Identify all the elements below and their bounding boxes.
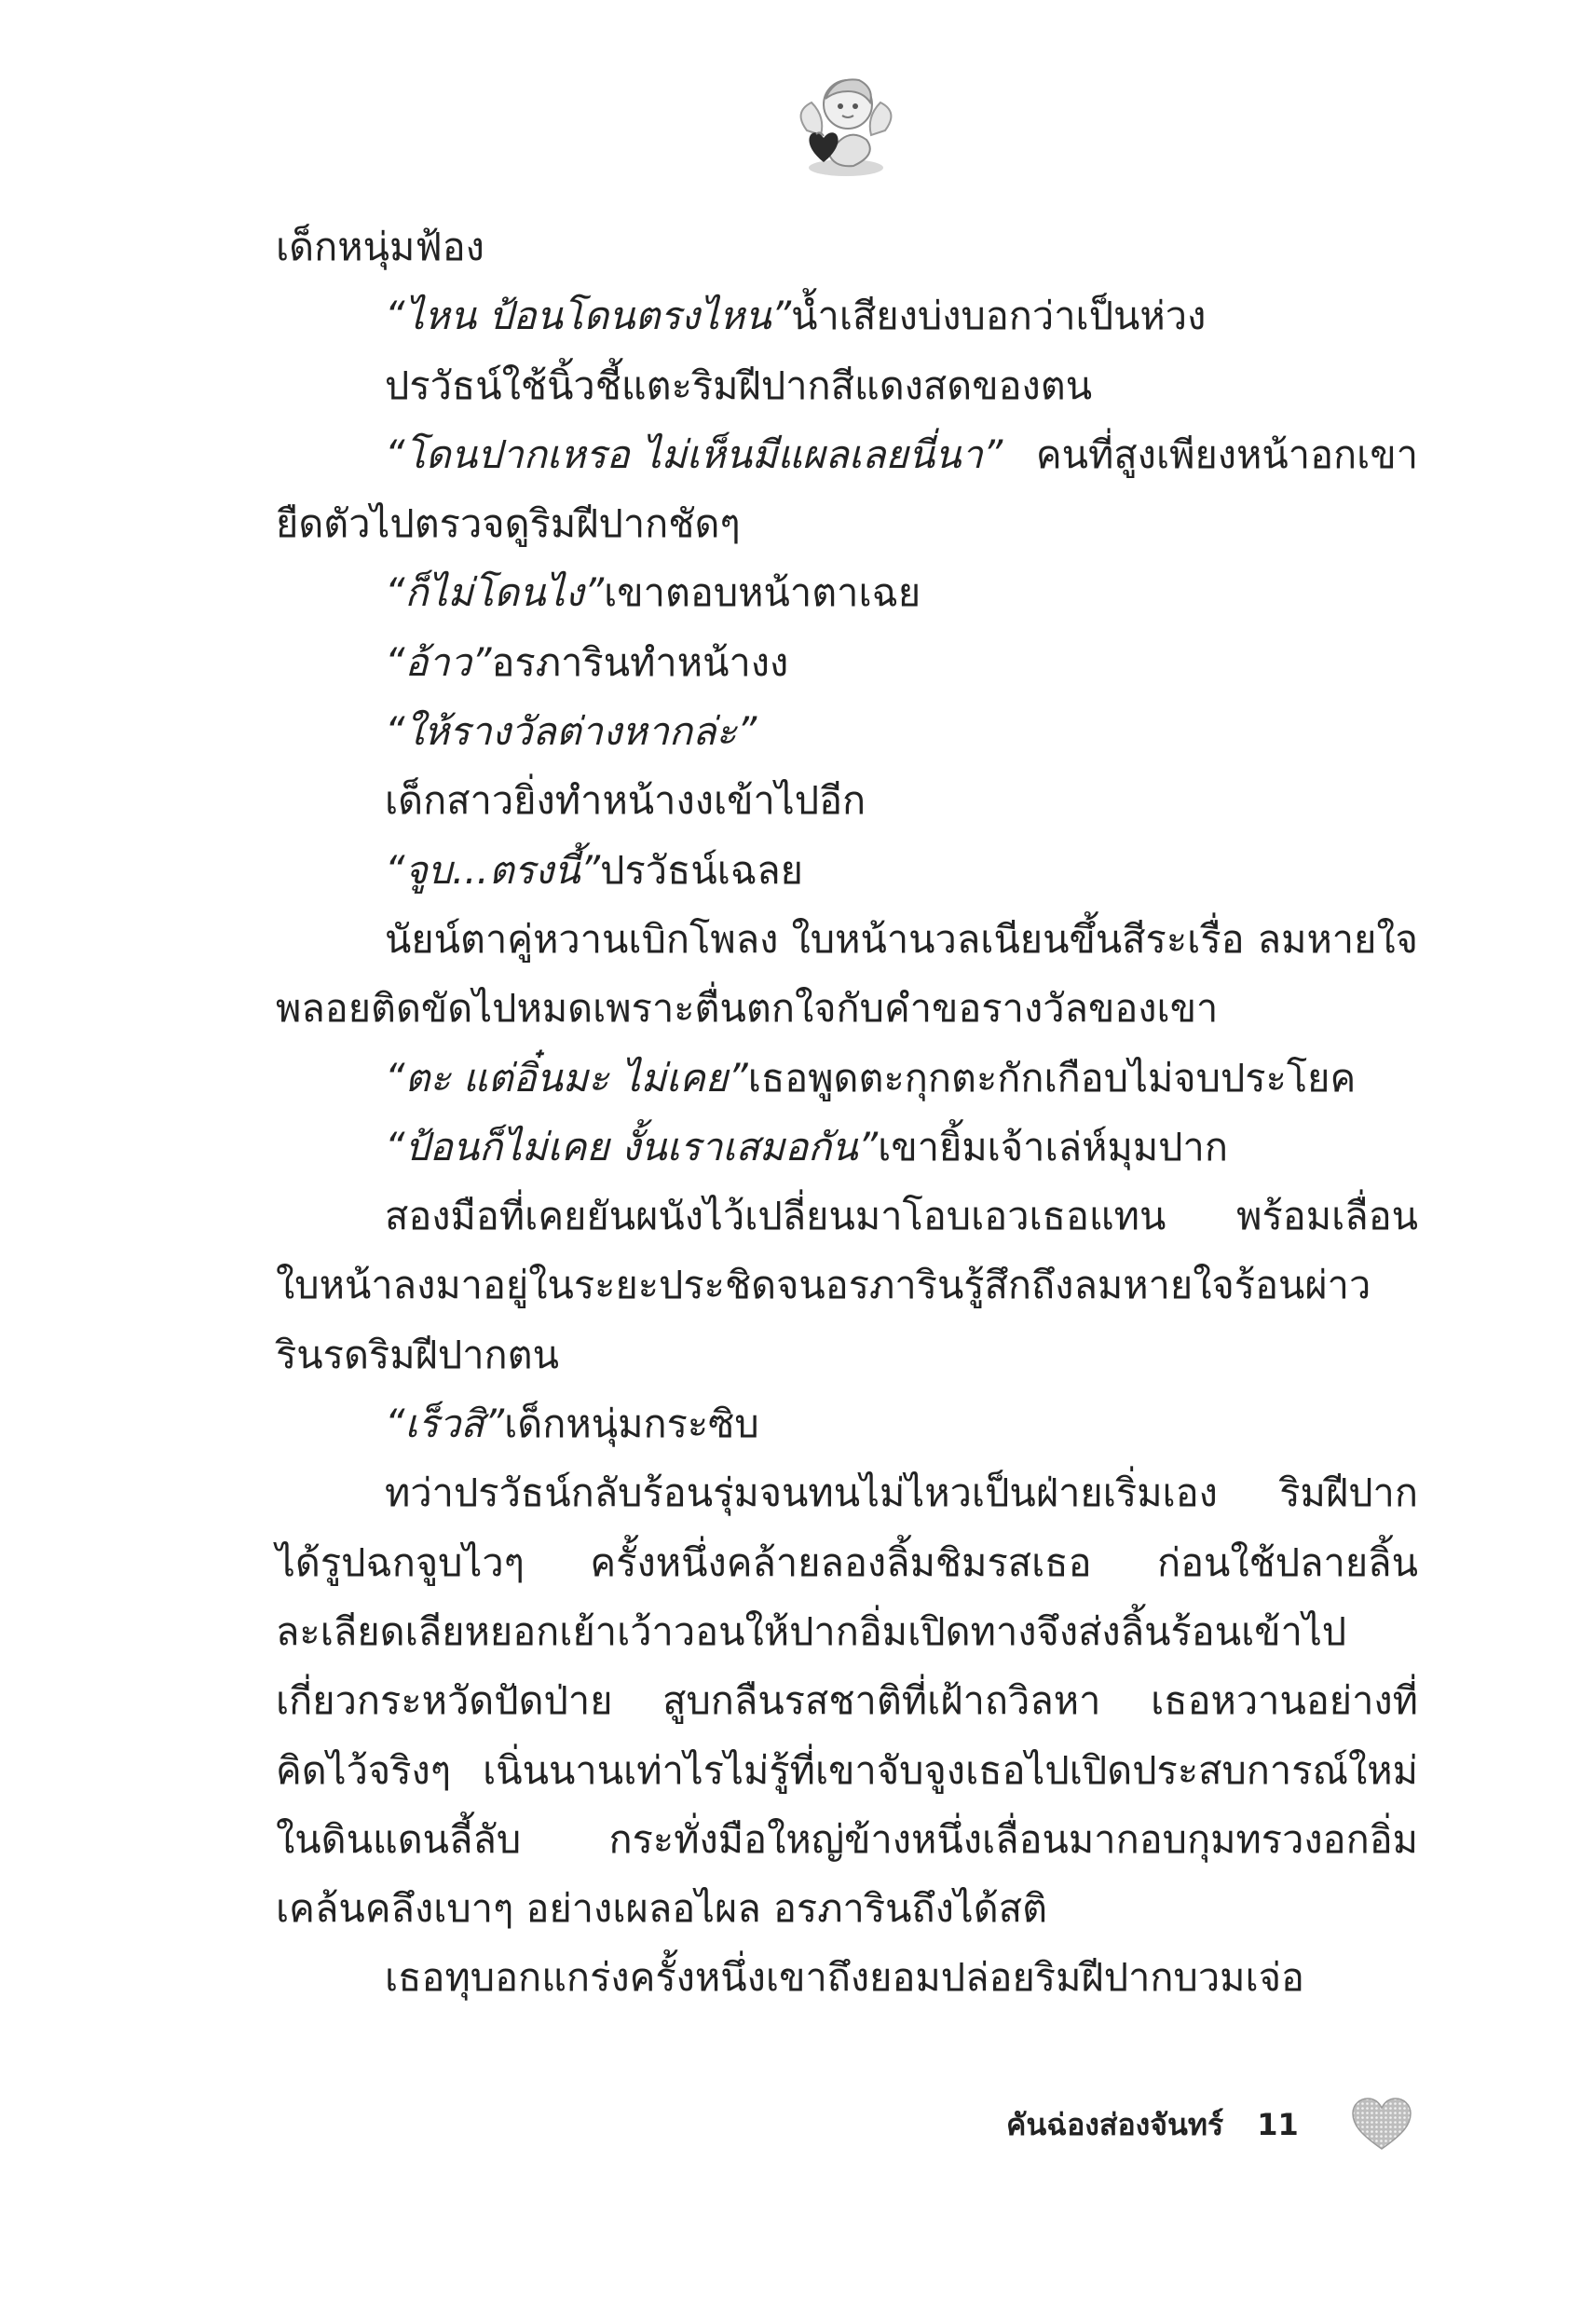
text-line xyxy=(276,766,1418,835)
narration-text: กระทั่งมือใหญ่ข้างหนึ่งเลื่อนมากอบกุมทรวงอกอิ่ม xyxy=(608,1815,1418,1862)
text-line xyxy=(276,628,1418,697)
text-line xyxy=(276,1320,1418,1389)
dialogue-text: “โดนปากเหรอ ไม่เห็นมีแผลเลยนี่นา” xyxy=(385,431,1003,477)
narration-text: นัยน์ตาคู่หวานเบิกโพลง xyxy=(385,915,779,962)
text-line xyxy=(276,1874,1418,1943)
narration-text: เกี่ยวกระหวัดปัดป่าย xyxy=(276,1677,613,1724)
text-line xyxy=(276,558,1418,627)
narration-text: เขาตอบหน้าตาเฉย xyxy=(604,569,921,616)
dialogue-text: “ไหน ป้อนโดนตรงไหน” xyxy=(385,293,792,339)
narration-text: ปรวัธน์เฉลย xyxy=(600,846,803,893)
narration-text: อรภารินทำหน้างง xyxy=(491,638,789,685)
page-footer xyxy=(1006,2097,1299,2153)
narration-text: เธอหวานอย่างที่ xyxy=(1151,1677,1418,1724)
narration-text: เด็กหนุ่มฟ้อง xyxy=(276,224,484,269)
text-line xyxy=(276,489,1418,558)
narration-text: รินรดริมฝีปากตน xyxy=(276,1331,559,1377)
text-line xyxy=(276,1805,1418,1874)
narration-text: เด็กสาวยิ่งทำหน้างงเข้าไปอีก xyxy=(385,777,866,824)
dialogue-text: “ก็ไม่โดนไง” xyxy=(385,569,605,616)
text-line xyxy=(276,1251,1418,1320)
text-line xyxy=(276,1736,1418,1805)
narration-text: พลอยติดขัดไปหมดเพราะตื่นตกใจกับคำขอรางวัลของเขา xyxy=(276,985,1219,1032)
body-text xyxy=(276,212,1418,2013)
dialogue-text: “อ้าว” xyxy=(385,638,492,685)
text-line xyxy=(276,1528,1418,1597)
dialogue-text: “เร็วสิ” xyxy=(385,1401,505,1447)
text-line xyxy=(276,905,1418,974)
text-line xyxy=(276,281,1418,350)
text-line xyxy=(276,351,1418,420)
narration-text: ก่อนใช้ปลายลิ้น xyxy=(1156,1538,1418,1585)
narration-text: เนิ่นนานเท่าไรไม่รู้ที่เขาจับจูงเธอไปเปิดประสบการณ์ใหม่ xyxy=(483,1746,1418,1793)
text-line xyxy=(276,974,1418,1043)
page-number: 11 xyxy=(1257,2107,1299,2142)
narration-text: ครั้งหนึ่งคล้ายลองลิ้มชิมรสเธอ xyxy=(590,1538,1092,1585)
narration-text: ละเลียดเลียหยอกเย้าเว้าวอนให้ปากอิ่มเปิดทางจึงส่งลิ้นร้อนเข้าไป xyxy=(276,1607,1347,1654)
text-line xyxy=(276,836,1418,905)
narration-text: เด็กหนุ่มกระซิบ xyxy=(504,1401,759,1447)
narration-text: คนที่สูงเพียงหน้าอกเขา xyxy=(1035,431,1418,477)
narration-text: ปรวัธน์ใช้นิ้วชี้แตะริมฝีปากสีแดงสดของตน xyxy=(385,362,1093,408)
narration-text: ยืดตัวไปตรวจดูริมฝีปากชัดๆ xyxy=(276,500,741,547)
narration-text: สูบกลืนรสชาติที่เฝ้าถวิลหา xyxy=(662,1677,1101,1724)
text-line xyxy=(276,1389,1418,1458)
narration-text: สองมือที่เคยยันผนังไว้เปลี่ยนมาโอบเอวเธอแทน xyxy=(385,1193,1166,1239)
narration-text: ในดินแดนลี้ลับ xyxy=(276,1815,522,1862)
narration-text: ใบหน้าลงมาอยู่ในระยะประชิดจนอรภารินรู้สึกถึงลมหายใจร้อนผ่าว xyxy=(276,1262,1371,1308)
dialogue-text: “ป้อนก็ไม่เคย งั้นเราเสมอกัน” xyxy=(385,1123,879,1169)
text-line xyxy=(276,1113,1418,1182)
narration-text: ได้รูปฉกจูบไวๆ xyxy=(276,1538,525,1585)
text-line xyxy=(276,1666,1418,1735)
narration-text: เคล้นคลึงเบาๆ อย่างเผลอไผล อรภารินถึงได้สติ xyxy=(276,1885,1048,1932)
book-title: คันฉ่องส่องจันทร์ xyxy=(1006,2106,1224,2142)
heart-icon xyxy=(1351,2097,1412,2151)
text-line xyxy=(276,1458,1418,1527)
narration-text: คิดไว้จริงๆ xyxy=(276,1746,452,1793)
text-line xyxy=(276,1597,1418,1666)
dialogue-text: “ตะ แต่อิ๋นมะ ไม่เคย” xyxy=(385,1054,748,1101)
dialogue-text: “จูบ...ตรงนี้” xyxy=(385,846,601,893)
text-line xyxy=(276,1044,1418,1113)
text-line xyxy=(276,420,1418,489)
narration-text: ใบหน้านวลเนียนขึ้นสีระเรื่อ xyxy=(791,915,1245,962)
narration-text: เธอทุบอกแกร่งครั้งหนึ่งเขาถึงยอมปล่อยริมฝีปากบวมเจ่อ xyxy=(385,1954,1304,2001)
dialogue-text: “ให้รางวัลต่างหากล่ะ” xyxy=(385,708,757,755)
narration-text: พร้อมเลื่อน xyxy=(1236,1193,1418,1239)
narration-text: ทว่าปรวัธน์กลับร้อนรุ่มจนทนไม่ไหวเป็นฝ่ายเริ่มเอง xyxy=(385,1470,1218,1516)
narration-text: เขายิ้มเจ้าเล่ห์มุมปาก xyxy=(878,1123,1228,1169)
text-line xyxy=(276,1182,1418,1251)
narration-text: ริมฝีปาก xyxy=(1279,1470,1418,1516)
cupid-heart-icon xyxy=(788,65,904,181)
narration-text: น้ำเสียงบ่งบอกว่าเป็นห่วง xyxy=(791,293,1207,339)
text-line xyxy=(276,697,1418,766)
text-line xyxy=(276,1943,1418,2012)
narration-text: เธอพูดตะกุกตะกักเกือบไม่จบประโยค xyxy=(747,1054,1357,1101)
narration-text: ลมหายใจ xyxy=(1257,915,1418,962)
text-line xyxy=(276,212,1418,281)
